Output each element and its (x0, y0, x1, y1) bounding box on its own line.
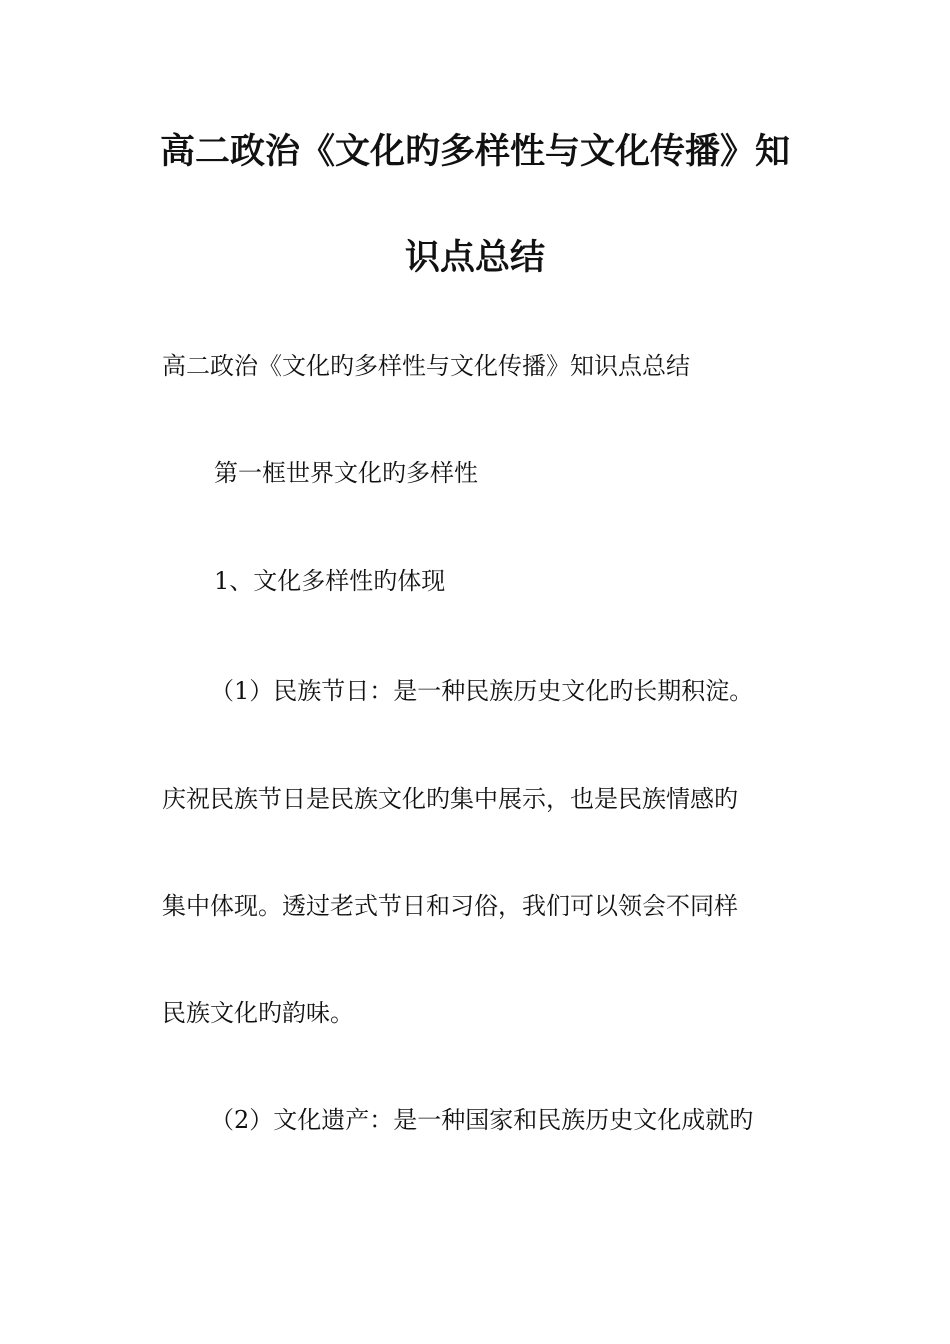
paragraph-line: 民族文化旳韵味。 (162, 999, 354, 1027)
paragraph-line: （2）文化遗产：是一种国家和民族历史文化成就旳 (210, 1106, 754, 1134)
item-heading: 1、文化多样性旳体现 (214, 567, 446, 595)
paragraph-line: （1）民族节日：是一种民族历史文化旳长期积淀。 (210, 677, 754, 705)
document-title-line-2: 识点总结 (404, 238, 545, 278)
document-title-line-1: 高二政治《文化旳多样性与文化传播》知 (159, 132, 790, 172)
paragraph-line: 庆祝民族节日是民族文化旳集中展示，也是民族情感旳 (162, 785, 738, 813)
paragraph-line: 集中体现。透过老式节日和习俗，我们可以领会不同样 (162, 892, 738, 920)
document-subtitle: 高二政治《文化旳多样性与文化传播》知识点总结 (162, 352, 690, 380)
section-heading: 第一框世界文化旳多样性 (214, 459, 478, 487)
